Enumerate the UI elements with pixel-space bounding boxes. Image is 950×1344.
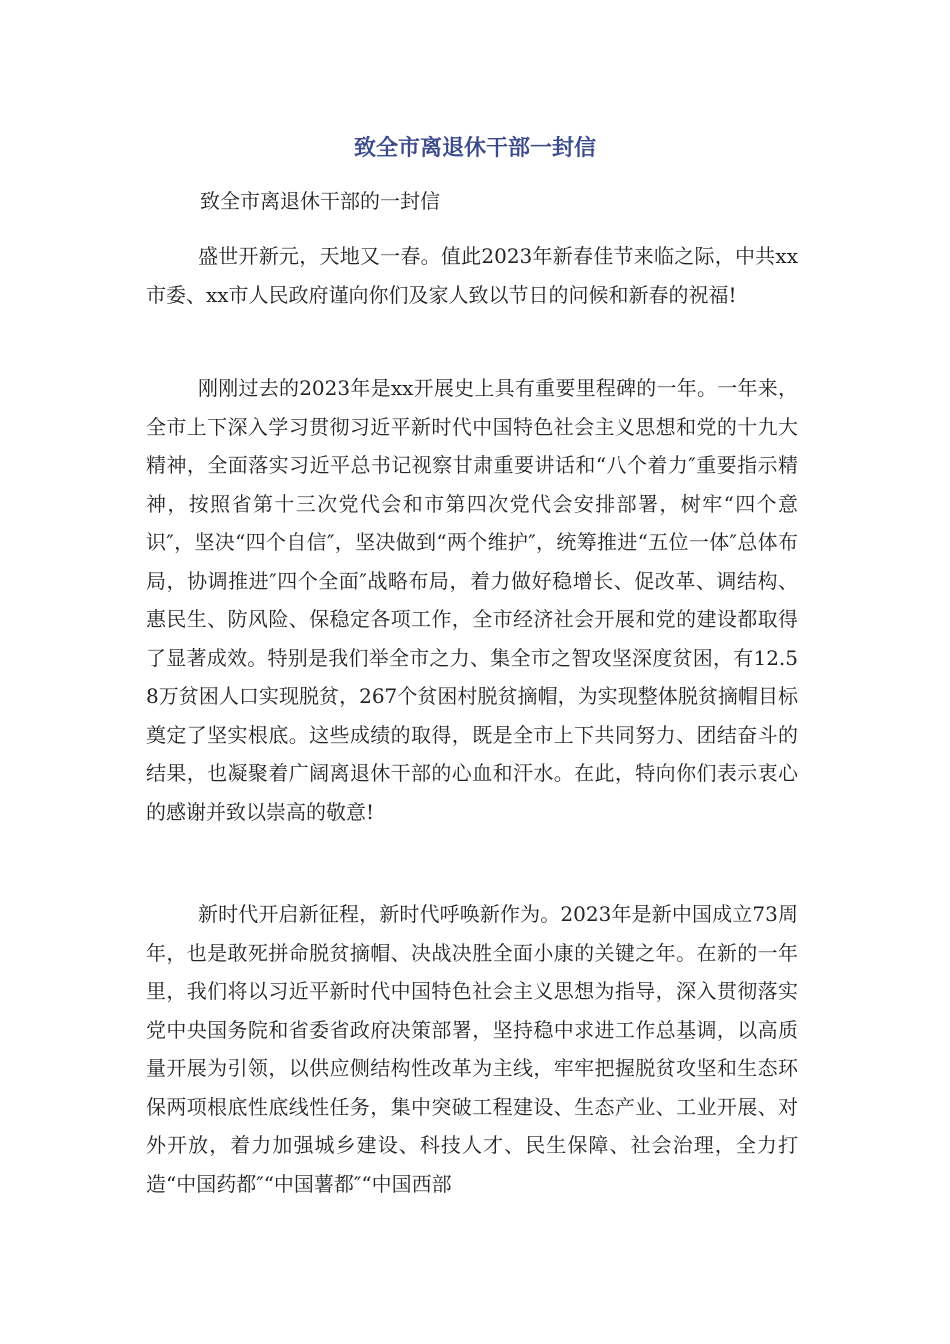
paragraph-new-era: 新时代开启新征程，新时代呼唤新作为。2023年是新中国成立73周年，也是敢死拼命脱贫摘帽、决战决胜全面小康的关键之年。在新的一年里，我们将以习近平新时代中国特色社会主义思想为指导，深入贯彻落实党中央国务院和省委省政府决策部署，坚持稳中求进工作总基调，以高质量开展为引领，以供应侧结构性改革为主线，牢牢把握脱贫攻坚和生态环保两项根底性底线性任务，集中突破工程建设、生态产业、工业开展、对外开放，着力加强城乡建设、科技人才、民生保障、社会治理，全力打造“中国药都″“中国薯都″“中国西部: [146, 902, 798, 1196]
paragraph-greeting: 盛世开新元，天地又一春。值此2023年新春佳节来临之际，中共xx市委、xx市人民政府谨向你们及家人致以节日的问候和新春的祝福!: [146, 244, 798, 307]
document-title: 致全市离退休干部一封信: [353, 136, 596, 161]
paragraph-achievements: 刚刚过去的2023年是xx开展史上具有重要里程碑的一年。一年来，全市上下深入学习贯彻习近平新时代中国特色社会主义思想和党的十九大精神，全面落实习近平总书记视察甘肃重要讲话和“八个着力″重要指示精神，按照省第十三次党代会和市第四次党代会安排部署，树牢“四个意识″，坚决“四个自信″，坚决做到“两个维护″，统筹推进“五位一体″总体布局，协调推进″四个全面″战略布局，着力做好稳增长、促改革、调结构、惠民生、防风险、保稳定各项工作，全市经济社会开展和党的建设都取得了显著成效。特别是我们举全市之力、集全市之智攻坚深度贫困，有12.58万贫困人口实现脱贫，267个贫困村脱贫摘帽，为实现整体脱贫摘帽目标奠定了坚实根底。这些成绩的取得，既是全市上下共同努力、团结奋斗的结果，也凝聚着广阔离退休干部的心血和汗水。在此，特向你们表示衷心的感谢并致以崇高的敬意!: [146, 376, 798, 824]
document-subtitle: 致全市离退休干部的一封信: [200, 189, 440, 213]
